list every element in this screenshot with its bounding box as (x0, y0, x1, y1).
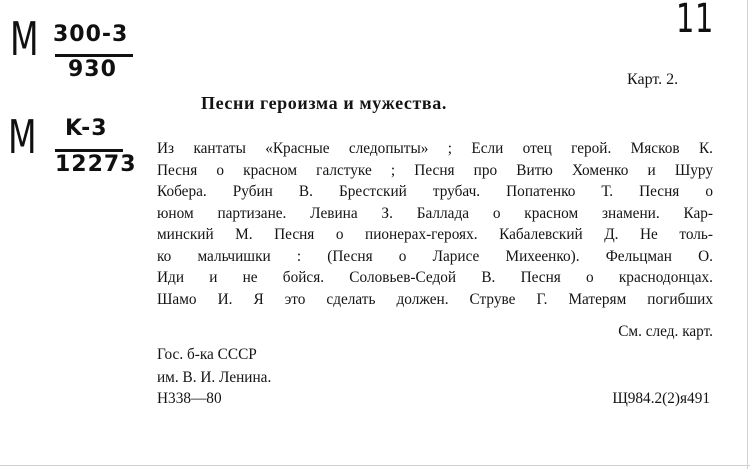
body-line: минский М. Песня о пионерах-героях. Кабалевский Д. Не толь- (157, 226, 713, 243)
body-line: ко мальчишки : (Песня о Ларисе Михеенко). Фельцман О. (157, 247, 713, 265)
classification-code: Щ984.2(2)я491 (612, 390, 710, 407)
card-body (157, 138, 713, 310)
library-code: Н338—80 (157, 390, 222, 407)
body-line: Из кантаты «Красные следопыты» ; Если отец герой. Мясков К. (157, 140, 713, 157)
card-edge-right (747, 0, 748, 469)
handwritten-inventory-bottom: 12273 (55, 152, 137, 177)
library-line: им. В. И. Ленина. (157, 369, 272, 386)
handwritten-inventory-top: K-3 (65, 116, 108, 141)
body-line: юном партизане. Левина З. Баллада о красном знамени. Кар- (157, 204, 713, 222)
card-number: Карт. 2. (627, 71, 679, 88)
handwritten-shelfmark-top: 300-3 (53, 22, 129, 47)
card-title (201, 93, 447, 114)
see-next-card: См. след. карт. (618, 323, 713, 340)
body-line: Шамо И. Я это сделать должен. Струве Г. Матерям погибших (157, 290, 713, 308)
library-line: Гос. б-ка СССР (157, 346, 257, 363)
card-title-text: Песни героизма и мужества. (201, 93, 447, 113)
card-edge-bottom (0, 465, 750, 466)
handwritten-letter-m: M (10, 12, 40, 66)
body-line: Песня о красном галстуке ; Песня про Витю Хоменко и Шуру (157, 161, 713, 179)
handwritten-corner-number: 11 (676, 0, 715, 42)
body-line: Кобера. Рубин В. Брестский трубач. Попатенко Т. Песня о (157, 183, 713, 200)
body-line: Иди и не бойся. Соловьев-Седой В. Песня о краснодонцах. (157, 269, 713, 286)
handwritten-shelfmark-bottom: 930 (68, 57, 117, 82)
handwritten-letter-m-2: M (8, 110, 38, 164)
